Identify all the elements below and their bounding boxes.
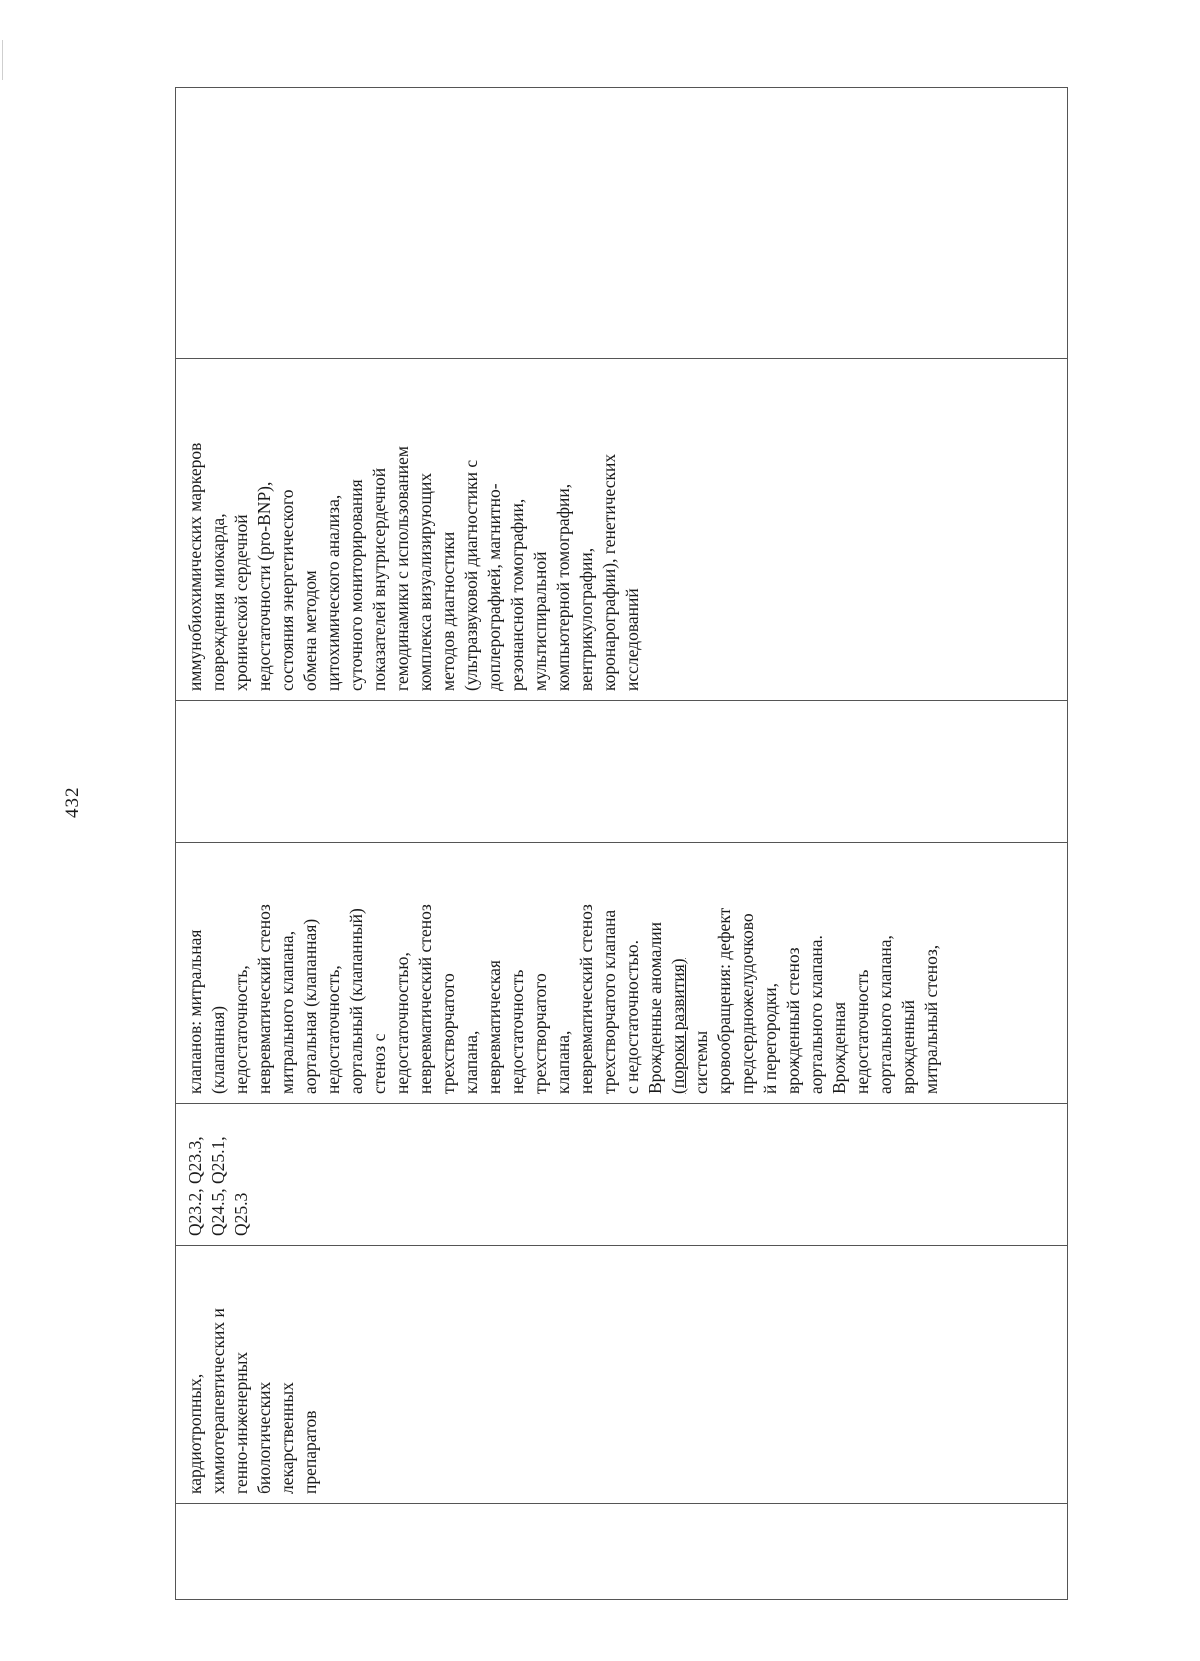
page-number: 432	[62, 786, 83, 818]
table-cell-drugs	[176, 1246, 1068, 1504]
rotated-table-container	[175, 88, 1068, 1600]
diagnoses-part-1: клапанов: митральная (клапанная) недостаточность, невревматический стеноз митрального клапана, аортальная (клапанная) недостаточность, аортальный (клапанный) стеноз с недостаточностью, невревматический стеноз трехстворчатого клапана, невревматическая недостаточность трехстворчатого клапана, невревматический стеноз трехстворчатого клапана с недостаточностью. Врожденные аномалии	[185, 904, 665, 1094]
table-cell-empty-1	[176, 1504, 1068, 1600]
scan-artifact-left	[2, 40, 3, 80]
table-cell-methods	[176, 359, 1068, 701]
diagnoses-part-2: системы кровообращения: дефект предсердножелудочково й перегородки, врожденный стеноз аортального клапана. Врожденная недостаточность аортального клапана, врожденный митральный стеноз,	[691, 907, 941, 1094]
table-cell-diagnoses	[176, 843, 1068, 1104]
diagnoses-underlined: (пороки развития)	[668, 958, 688, 1094]
table-cell-empty-5	[176, 701, 1068, 843]
document-table	[175, 87, 1068, 1600]
table-cell-empty-7	[176, 88, 1068, 359]
table-row	[176, 88, 1068, 1600]
drugs-text: кардиотропных, химиотерапевтических и генно-инженерных биологических лекарственных препаратов	[185, 1308, 320, 1494]
icd-codes-text: Q23.2, Q23.3, Q24.5, Q25.1, Q25.3	[185, 1136, 251, 1236]
diagnoses-text	[184, 852, 943, 1094]
table-cell-icd-codes	[176, 1104, 1068, 1246]
methods-text: иммунобиохимических маркеров повреждения миокарда, хронической сердечной недостаточности (pro-BNP), состояния энергетического обмена методом цитохимического анализа, суточного мониторирования показателей внутрисердечной гемодинамики с использованием комплекса визуализирующих методов диагностики (ультразвуковой диагностики с доплерографией, магнитно- резонансной томографии, мультиспиральной компьютерной томографии, вентрикулографии, коронарографии), генетических исследований	[185, 442, 642, 691]
